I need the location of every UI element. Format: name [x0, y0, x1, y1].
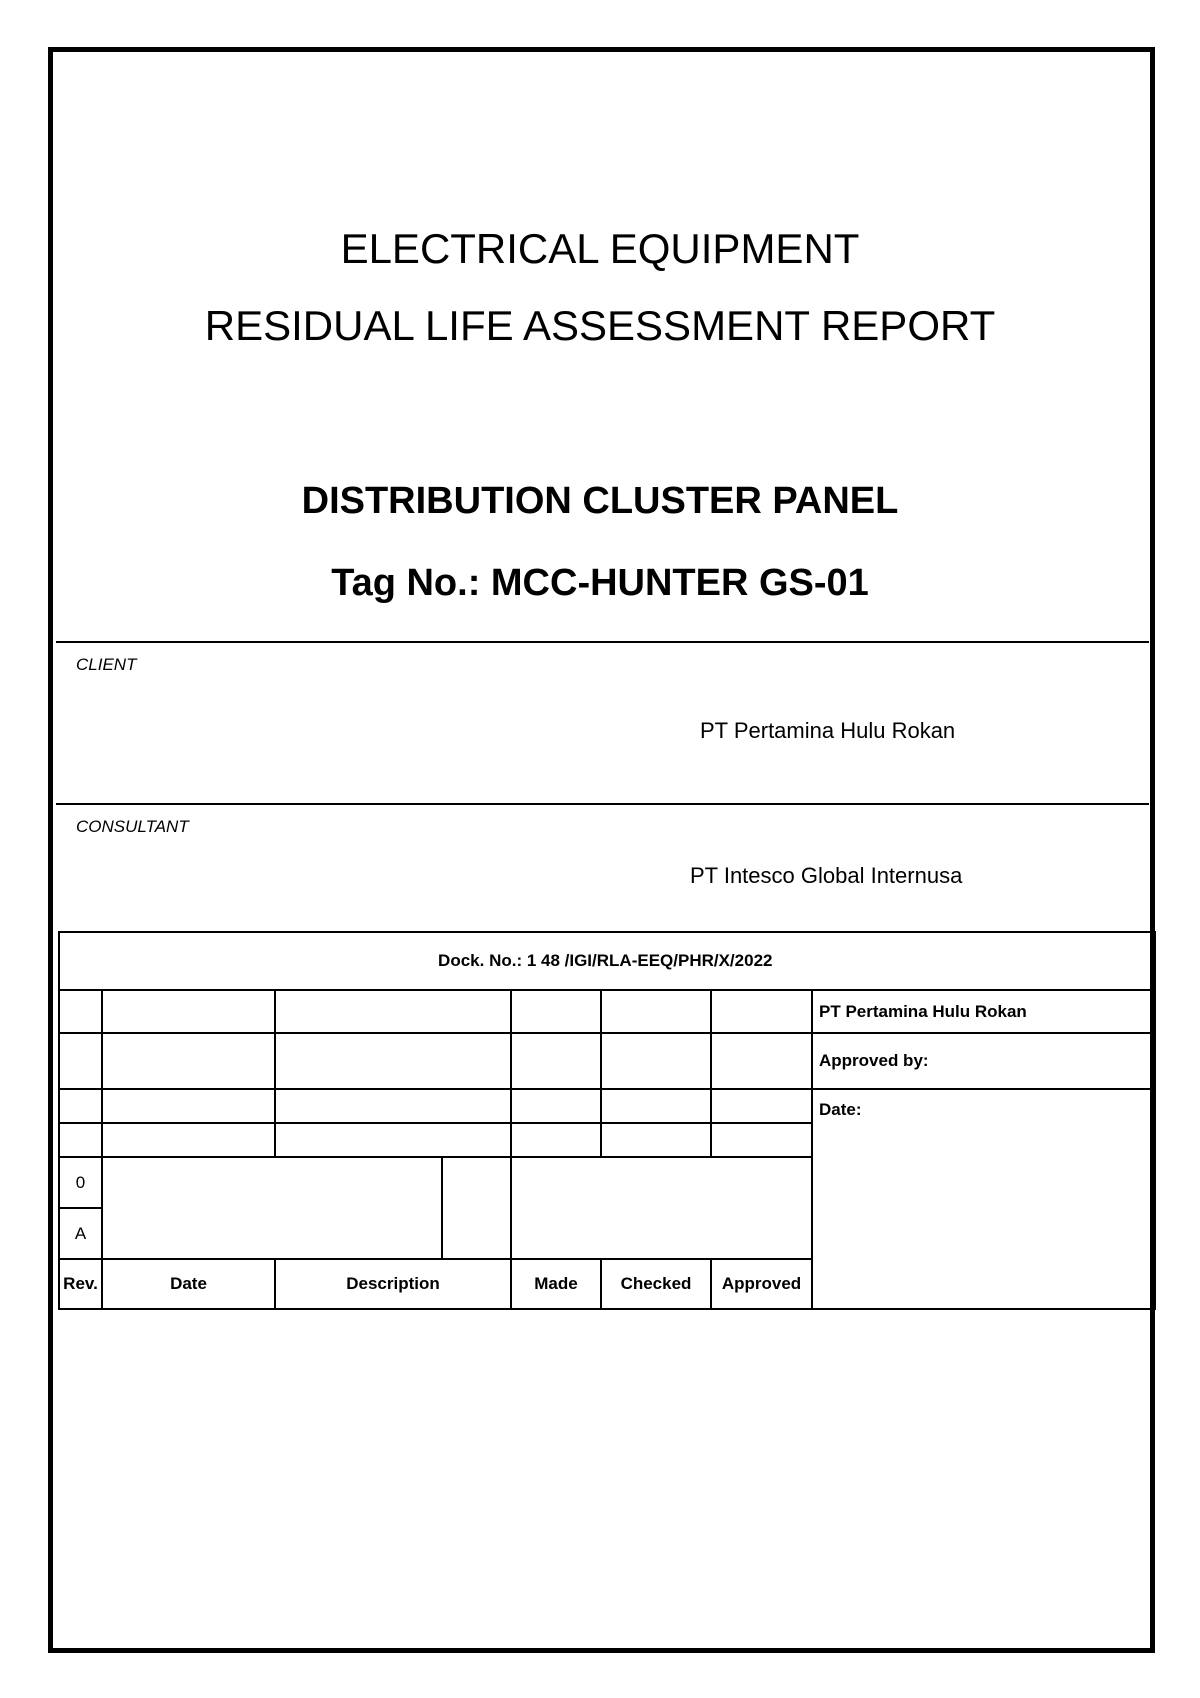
page-border — [48, 47, 1155, 1653]
table-cell — [601, 1123, 711, 1157]
table-cell — [102, 1123, 275, 1157]
consultant-label: CONSULTANT — [76, 817, 189, 836]
revision-cell: 0 — [59, 1157, 102, 1208]
table-cell — [511, 1157, 812, 1259]
table-cell — [711, 1123, 812, 1157]
header-date: Date — [102, 1259, 275, 1309]
table-cell — [59, 1033, 102, 1089]
table-cell — [275, 1089, 511, 1123]
table-cell — [102, 990, 275, 1033]
table-cell — [102, 1089, 275, 1123]
table-cell — [511, 1033, 601, 1089]
table-cell — [275, 990, 511, 1033]
table-cell — [275, 1123, 511, 1157]
table-cell — [102, 1033, 275, 1089]
revision-merged-cell — [102, 1157, 511, 1259]
table-cell — [511, 990, 601, 1033]
divider — [56, 641, 1149, 643]
header-approved: Approved — [711, 1259, 812, 1309]
table-cell — [812, 1259, 1153, 1309]
consultant-name: PT Intesco Global Internusa — [690, 863, 963, 888]
divider — [441, 1158, 443, 1258]
report-title-line2: RESIDUAL LIFE ASSESSMENT REPORT — [204, 302, 996, 349]
table-cell — [711, 1089, 812, 1123]
report-title-line1: ELECTRICAL EQUIPMENT — [340, 225, 860, 272]
table-cell — [59, 1089, 102, 1123]
table-cell — [601, 990, 711, 1033]
header-made: Made — [511, 1259, 601, 1309]
table-cell — [275, 1033, 511, 1089]
table-cell — [601, 1089, 711, 1123]
document-number: Dock. No.: 1 48 /IGI/RLA-EEQ/PHR/X/2022 — [59, 932, 1153, 990]
client-name: PT Pertamina Hulu Rokan — [700, 718, 956, 743]
header-description: Description — [275, 1259, 511, 1309]
equipment-name: DISTRIBUTION CLUSTER PANEL — [301, 480, 899, 522]
approved-by-label: Approved by: — [812, 1033, 1153, 1089]
table-cell — [711, 990, 812, 1033]
document-control-table — [58, 931, 1156, 1310]
approver-company: PT Pertamina Hulu Rokan — [812, 990, 1153, 1033]
tag-number: Tag No.: MCC-HUNTER GS-01 — [331, 562, 869, 604]
divider — [56, 803, 1149, 805]
table-cell — [59, 1123, 102, 1157]
table-cell — [601, 1033, 711, 1089]
client-label: CLIENT — [76, 655, 137, 674]
header-checked: Checked — [601, 1259, 711, 1309]
table-cell — [511, 1089, 601, 1123]
date-label: Date: — [812, 1089, 1153, 1157]
table-cell — [812, 1157, 1153, 1259]
table-cell — [711, 1033, 812, 1089]
revision-cell: A — [59, 1208, 102, 1259]
table-cell — [59, 990, 102, 1033]
header-rev: Rev. — [59, 1259, 102, 1309]
table-cell — [511, 1123, 601, 1157]
